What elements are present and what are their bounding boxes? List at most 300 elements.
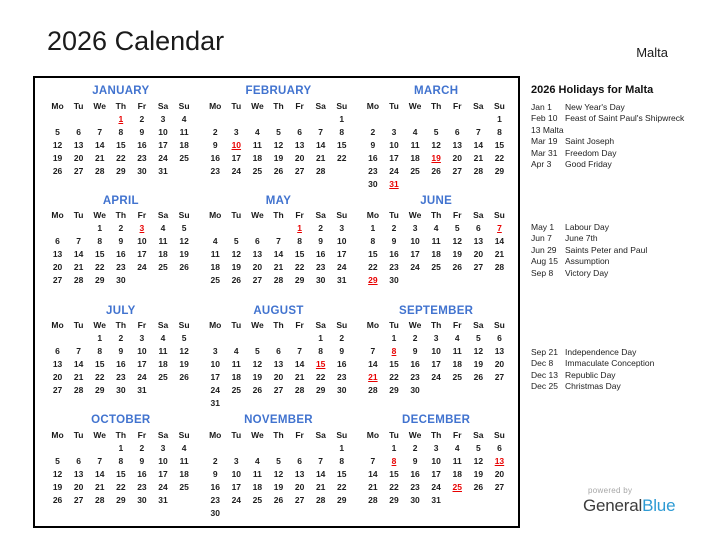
day-cell: 21 — [473, 152, 484, 163]
day-cell: 31 — [431, 494, 441, 505]
day-cell: 24 — [158, 152, 168, 163]
day-cell: 21 — [368, 372, 378, 382]
day-cell: 23 — [210, 165, 220, 176]
day-cell: 7 — [76, 346, 81, 356]
month-november — [205, 412, 353, 522]
holiday-date: Mar 19 — [531, 136, 558, 147]
weekday-th: Th — [273, 100, 284, 111]
day-cell: 18 — [179, 468, 189, 479]
day-cell: 10 — [337, 236, 347, 247]
day-cell: 18 — [179, 139, 189, 150]
weekday-fr: Fr — [453, 320, 462, 330]
weekday-su: Su — [178, 429, 190, 440]
day-cell: 19 — [473, 359, 484, 369]
month-table-april — [47, 209, 195, 287]
empty-day-cell — [405, 112, 426, 125]
day-cell: 24 — [337, 262, 347, 273]
day-cell: 2 — [118, 223, 124, 234]
day-cell: 27 — [52, 385, 63, 395]
day-cell: 4 — [412, 126, 418, 137]
weekday-sa: Sa — [315, 320, 326, 330]
empty-day-cell — [47, 441, 68, 454]
empty-day-cell — [268, 222, 289, 235]
week-row — [362, 371, 510, 384]
holiday-group-2 — [531, 222, 707, 279]
day-cell: 6 — [497, 333, 502, 343]
empty-day-cell — [447, 177, 468, 190]
week-row — [47, 332, 195, 345]
empty-day-cell — [226, 112, 247, 125]
day-cell: 19 — [273, 152, 284, 163]
day-cell: 9 — [318, 236, 324, 247]
empty-day-cell — [468, 384, 489, 397]
week-row — [362, 454, 510, 467]
day-cell: 25 — [158, 262, 168, 273]
week-row — [362, 493, 510, 506]
day-cell: 30 — [116, 385, 126, 395]
weekday-mo: Mo — [366, 100, 380, 111]
day-cell: 12 — [273, 468, 284, 479]
day-cell: 17 — [137, 359, 147, 369]
day-cell: 26 — [179, 262, 189, 273]
day-cell: 10 — [389, 139, 399, 150]
day-cell: 20 — [73, 481, 84, 492]
week-row — [205, 235, 353, 248]
weekday-tu: Tu — [389, 429, 399, 440]
day-cell: 16 — [137, 468, 147, 479]
day-cell: 16 — [210, 152, 220, 163]
day-cell: 24 — [137, 262, 147, 273]
day-cell: 11 — [431, 236, 441, 247]
day-cell: 30 — [210, 507, 220, 518]
day-cell: 29 — [294, 275, 305, 286]
empty-day-cell — [489, 274, 510, 287]
week-row — [205, 345, 353, 358]
day-cell: 11 — [158, 236, 168, 247]
day-cell: 23 — [210, 494, 220, 505]
day-cell: 20 — [73, 152, 84, 163]
day-cell: 18 — [158, 359, 168, 369]
day-cell: 19 — [252, 372, 263, 382]
day-cell: 18 — [252, 152, 263, 163]
month-september — [362, 303, 510, 413]
empty-day-cell — [489, 177, 510, 190]
day-cell: 12 — [473, 455, 484, 466]
day-cell: 11 — [410, 139, 420, 150]
weekday-we: We — [251, 429, 264, 440]
day-cell: 4 — [212, 236, 218, 247]
day-cell: 7 — [318, 126, 324, 137]
day-cell: 22 — [494, 152, 505, 163]
empty-day-cell — [226, 222, 247, 235]
weekday-su: Su — [178, 100, 190, 111]
day-cell: 8 — [318, 346, 324, 356]
day-cell: 5 — [233, 236, 239, 247]
holiday-name: Republic Day — [565, 369, 616, 380]
day-cell: 29 — [315, 385, 326, 395]
holiday-name: Victory Day — [565, 267, 609, 278]
day-cell: 27 — [452, 165, 462, 176]
month-june — [362, 193, 510, 303]
day-cell: 8 — [297, 236, 302, 247]
weekday-fr: Fr — [137, 100, 147, 111]
day-cell: 9 — [212, 468, 218, 479]
day-cell: 8 — [118, 455, 124, 466]
weekday-mo: Mo — [209, 320, 222, 330]
day-cell: 24 — [410, 262, 420, 273]
day-cell: 30 — [315, 275, 326, 286]
weekday-header-row — [47, 209, 195, 222]
day-cell: 19 — [273, 481, 284, 492]
day-cell: 13 — [494, 455, 505, 466]
day-cell: 15 — [389, 359, 399, 369]
week-row — [362, 112, 510, 125]
week-row — [205, 441, 353, 454]
day-cell: 5 — [433, 126, 439, 137]
holiday-name: June 7th — [565, 233, 598, 244]
weekday-su: Su — [336, 210, 348, 221]
empty-day-cell — [89, 441, 110, 454]
holiday-name: Assumption — [565, 256, 610, 267]
day-cell: 24 — [431, 372, 441, 382]
empty-day-cell — [226, 441, 247, 454]
week-row — [205, 222, 353, 235]
day-cell: 21 — [315, 481, 326, 492]
holiday-name: Independence Day — [565, 347, 637, 357]
day-cell: 22 — [315, 372, 326, 382]
month-august — [205, 303, 353, 413]
day-cell: 12 — [179, 236, 189, 247]
empty-day-cell — [289, 506, 310, 519]
week-row — [362, 151, 510, 164]
weekday-we: We — [408, 100, 422, 111]
day-cell: 2 — [412, 333, 418, 343]
day-cell: 14 — [315, 468, 326, 479]
empty-day-cell — [489, 384, 510, 397]
day-cell: 6 — [255, 236, 260, 247]
day-cell: 17 — [158, 139, 168, 150]
empty-day-cell — [247, 112, 268, 125]
day-cell: 18 — [231, 372, 242, 382]
month-table-june — [362, 209, 510, 287]
day-cell: 15 — [116, 139, 126, 150]
day-cell: 14 — [494, 236, 505, 247]
day-cell: 5 — [454, 223, 460, 234]
weekday-sa: Sa — [157, 320, 169, 330]
empty-day-cell — [310, 441, 331, 454]
day-cell: 13 — [473, 236, 484, 247]
day-cell: 8 — [497, 126, 502, 137]
holiday-item — [531, 222, 707, 233]
holiday-item — [531, 245, 707, 256]
holiday-name: Immaculate Conception — [565, 358, 655, 369]
day-cell: 11 — [158, 346, 168, 356]
week-row — [362, 358, 510, 371]
day-cell: 14 — [473, 139, 484, 150]
day-cell: 30 — [137, 165, 147, 176]
weekday-tu: Tu — [73, 320, 84, 330]
day-cell: 5 — [181, 333, 187, 343]
day-cell: 11 — [179, 126, 189, 137]
day-cell: 24 — [158, 481, 168, 492]
weekday-fr: Fr — [453, 210, 462, 221]
empty-day-cell — [426, 112, 447, 125]
day-cell: 2 — [118, 333, 124, 343]
day-cell: 7 — [297, 346, 302, 356]
weekday-we: We — [408, 429, 422, 440]
day-cell: 10 — [431, 346, 441, 356]
day-cell: 9 — [339, 346, 345, 356]
week-row — [47, 235, 195, 248]
day-cell: 20 — [494, 359, 505, 369]
day-cell: 11 — [252, 468, 262, 479]
week-row — [47, 164, 195, 177]
holiday-name: Feast of Saint Paul's Shipwreck — [565, 113, 685, 124]
holiday-item — [531, 358, 707, 369]
day-cell: 17 — [231, 152, 242, 163]
day-cell: 26 — [179, 372, 189, 382]
holiday-group-3 — [531, 347, 707, 393]
empty-day-cell — [268, 441, 289, 454]
day-cell: 28 — [273, 275, 284, 286]
day-cell: 4 — [233, 346, 239, 356]
holiday-name: Saints Peter and Paul — [565, 244, 648, 255]
day-cell: 5 — [475, 442, 481, 453]
day-cell: 20 — [473, 249, 484, 260]
week-row — [362, 467, 510, 480]
day-cell: 25 — [179, 481, 189, 492]
day-cell: 15 — [294, 249, 305, 260]
day-cell: 4 — [433, 223, 439, 234]
month-april — [47, 193, 195, 303]
day-cell: 4 — [255, 126, 260, 137]
day-cell: 25 — [252, 165, 263, 176]
holiday-item — [531, 148, 707, 159]
day-cell: 22 — [95, 262, 105, 273]
day-cell: 10 — [158, 126, 168, 137]
day-cell: 15 — [337, 139, 347, 150]
day-cell: 13 — [252, 249, 263, 260]
week-row — [47, 248, 195, 261]
weekday-su: Su — [336, 320, 348, 330]
empty-day-cell — [247, 332, 268, 345]
month-february — [205, 83, 353, 193]
holiday-item — [531, 381, 707, 392]
day-cell: 1 — [339, 442, 345, 453]
day-cell: 15 — [337, 468, 347, 479]
day-cell: 15 — [116, 468, 126, 479]
week-row — [205, 506, 353, 519]
holiday-date: Dec 13 — [531, 369, 558, 380]
day-cell: 16 — [389, 249, 399, 260]
weekday-mo: Mo — [51, 429, 64, 440]
day-cell: 19 — [231, 262, 242, 273]
month-title-june: JUNE — [420, 194, 453, 207]
day-cell: 25 — [231, 385, 242, 395]
empty-day-cell — [205, 222, 226, 235]
week-row — [205, 467, 353, 480]
weekday-we: We — [93, 429, 107, 440]
day-cell: 23 — [337, 372, 347, 382]
holiday-date: Jun 7 — [531, 233, 552, 244]
week-row — [47, 467, 195, 480]
weekday-su: Su — [494, 320, 505, 330]
day-cell: 6 — [297, 126, 302, 137]
holiday-group-1 — [531, 102, 707, 170]
empty-day-cell — [468, 493, 489, 506]
week-row — [362, 164, 510, 177]
empty-day-cell — [405, 274, 426, 287]
day-cell: 18 — [410, 152, 420, 163]
weekday-fr: Fr — [453, 429, 462, 440]
day-cell: 29 — [494, 165, 505, 176]
week-row — [362, 125, 510, 138]
week-row — [47, 345, 195, 358]
day-cell: 29 — [368, 275, 378, 286]
week-row — [205, 274, 353, 287]
holiday-item — [531, 113, 707, 124]
week-row — [362, 345, 510, 358]
holiday-name: Freedom Day — [565, 147, 617, 158]
empty-day-cell — [447, 384, 468, 397]
day-cell: 28 — [473, 165, 484, 176]
day-cell: 28 — [95, 494, 105, 505]
day-cell: 7 — [276, 236, 281, 247]
day-cell: 25 — [452, 481, 462, 492]
month-table-may — [205, 209, 353, 287]
day-cell: 24 — [137, 372, 147, 382]
day-cell: 25 — [410, 165, 420, 176]
day-cell: 11 — [231, 359, 241, 369]
day-cell: 13 — [52, 249, 63, 260]
empty-day-cell — [174, 493, 195, 506]
holiday-date: Mar 31 — [531, 147, 558, 158]
week-row — [205, 371, 353, 384]
week-row — [47, 493, 195, 506]
day-cell: 29 — [116, 165, 126, 176]
holiday-date: Dec 25 — [531, 381, 558, 392]
day-cell: 2 — [370, 126, 376, 137]
empty-day-cell — [310, 397, 331, 410]
month-table-december — [362, 428, 510, 506]
day-cell: 7 — [497, 223, 502, 234]
week-row — [47, 480, 195, 493]
empty-day-cell — [426, 177, 447, 190]
empty-day-cell — [247, 222, 268, 235]
day-cell: 23 — [410, 481, 420, 492]
empty-day-cell — [174, 274, 195, 287]
day-cell: 1 — [97, 333, 103, 343]
empty-day-cell — [331, 397, 352, 410]
month-title-february: FEBRUARY — [245, 85, 312, 97]
weekday-th: Th — [273, 210, 284, 221]
weekday-we: We — [251, 210, 264, 221]
week-row — [47, 151, 195, 164]
week-row — [205, 332, 353, 345]
day-cell: 10 — [137, 346, 147, 356]
day-cell: 14 — [73, 249, 84, 260]
weekday-sa: Sa — [473, 210, 484, 221]
weekday-th: Th — [115, 429, 127, 440]
weekday-mo: Mo — [209, 429, 222, 440]
weekday-we: We — [93, 320, 107, 330]
day-cell: 25 — [210, 275, 220, 286]
day-cell: 30 — [368, 178, 378, 189]
empty-day-cell — [468, 274, 489, 287]
weekday-tu: Tu — [389, 100, 399, 111]
day-cell: 18 — [210, 262, 220, 273]
holiday-item — [531, 268, 707, 279]
day-cell: 30 — [137, 494, 147, 505]
day-cell: 9 — [212, 139, 218, 150]
day-cell: 9 — [118, 236, 124, 247]
week-row — [47, 274, 195, 287]
day-cell: 6 — [475, 223, 481, 234]
day-cell: 26 — [431, 165, 441, 176]
weekday-fr: Fr — [295, 429, 304, 440]
week-row — [47, 222, 195, 235]
weekday-tu: Tu — [231, 320, 242, 330]
empty-day-cell — [447, 493, 468, 506]
empty-day-cell — [68, 112, 89, 125]
day-cell: 3 — [160, 442, 166, 453]
day-cell: 10 — [410, 236, 420, 247]
day-cell: 4 — [181, 113, 187, 124]
month-march — [362, 83, 510, 193]
day-cell: 26 — [473, 481, 484, 492]
month-title-september: SEPTEMBER — [399, 304, 474, 317]
day-cell: 19 — [473, 468, 484, 479]
day-cell: 27 — [294, 494, 305, 505]
brand-blue-text: Blue — [642, 496, 676, 515]
empty-day-cell — [426, 384, 447, 397]
day-cell: 23 — [137, 481, 147, 492]
day-cell: 28 — [73, 275, 84, 286]
month-january — [47, 83, 195, 193]
day-cell: 17 — [210, 372, 220, 382]
month-title-april: APRIL — [102, 194, 139, 207]
day-cell: 26 — [452, 262, 462, 273]
day-cell: 14 — [294, 359, 305, 369]
day-cell: 10 — [431, 455, 441, 466]
day-cell: 1 — [318, 333, 324, 343]
day-cell: 13 — [294, 468, 305, 479]
empty-day-cell — [47, 112, 68, 125]
empty-day-cell — [226, 506, 247, 519]
day-cell: 27 — [73, 165, 84, 176]
week-row — [47, 454, 195, 467]
week-row — [362, 441, 510, 454]
day-cell: 3 — [433, 442, 439, 453]
weekday-fr: Fr — [295, 320, 304, 330]
day-cell: 9 — [139, 455, 145, 466]
week-row — [205, 125, 353, 138]
empty-day-cell — [247, 441, 268, 454]
day-cell: 3 — [160, 113, 166, 124]
week-row — [47, 261, 195, 274]
day-cell: 19 — [52, 481, 63, 492]
day-cell: 7 — [370, 346, 376, 356]
day-cell: 13 — [73, 468, 84, 479]
day-cell: 27 — [494, 481, 505, 492]
weekday-sa: Sa — [157, 429, 169, 440]
month-table-september — [362, 319, 510, 397]
holiday-date: Apr 3 — [531, 159, 552, 170]
day-cell: 4 — [181, 442, 187, 453]
day-cell: 3 — [233, 126, 239, 137]
day-cell: 2 — [412, 442, 418, 453]
day-cell: 5 — [181, 223, 187, 234]
